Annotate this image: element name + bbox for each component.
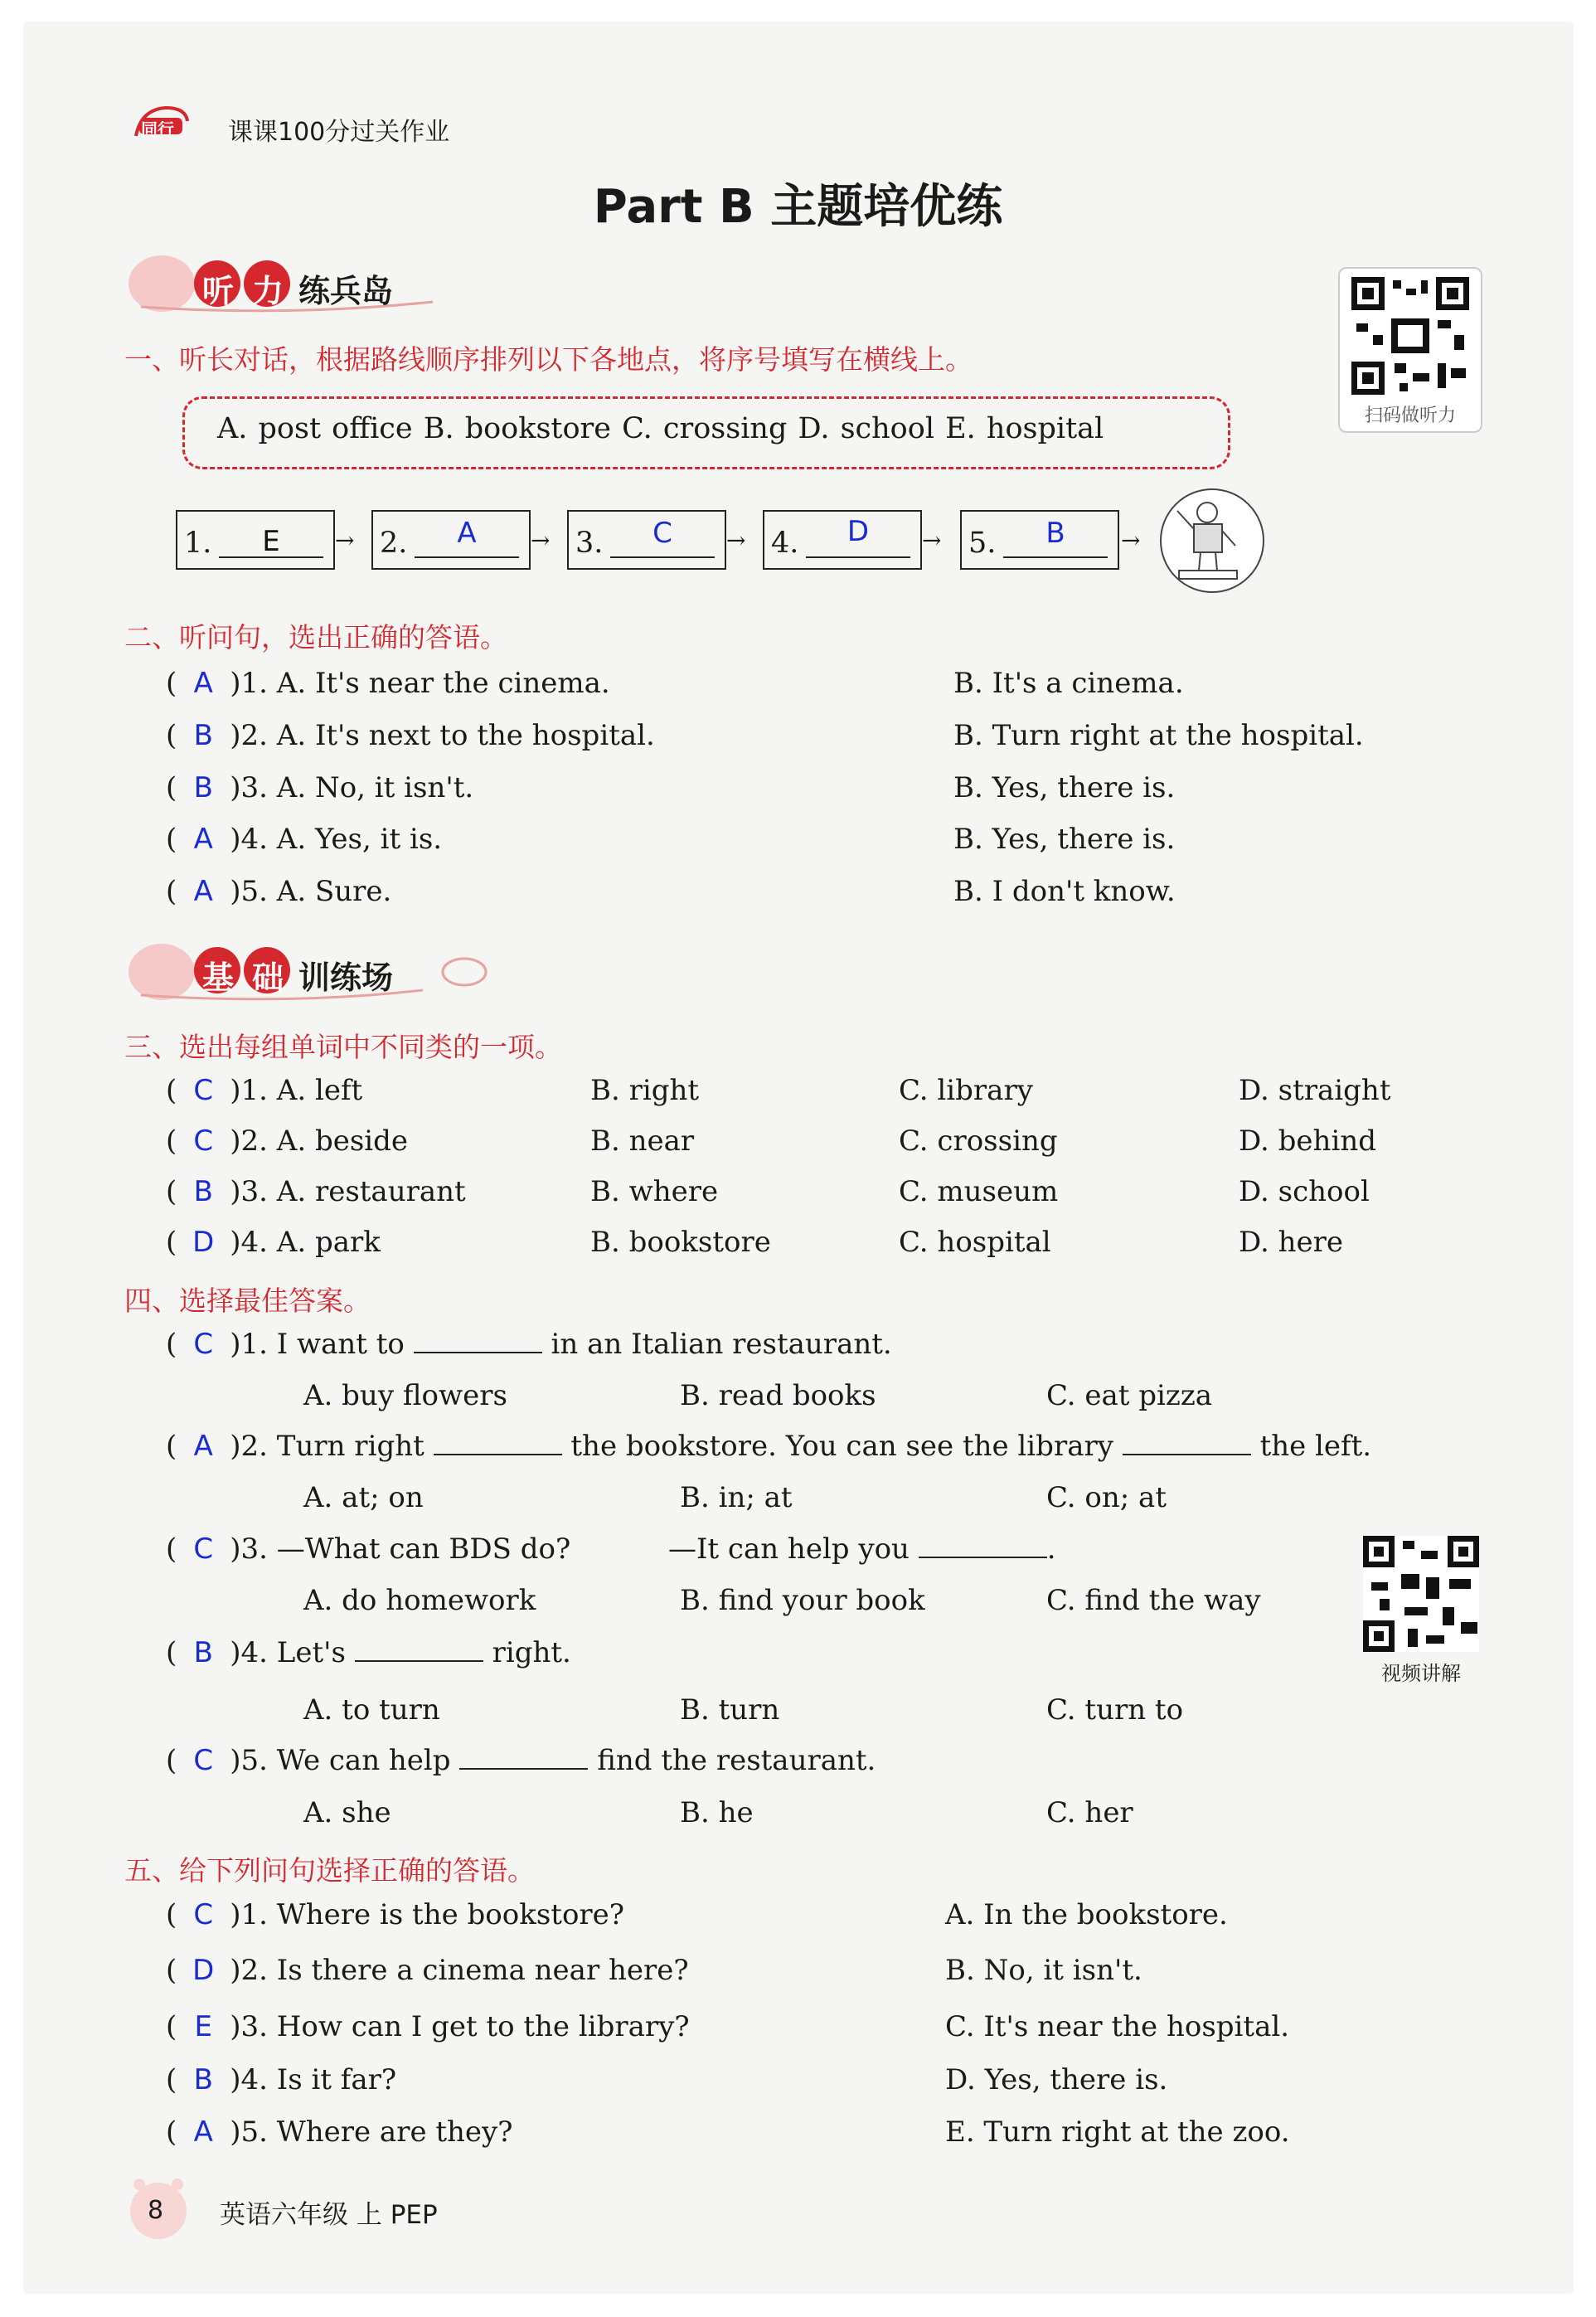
question-part: )3. —What can BDS do? (230, 1533, 571, 1566)
logo-text: 同行 (141, 119, 174, 139)
basic-hl1: 基 (202, 959, 235, 996)
option-a: )3. A. restaurant (230, 1175, 466, 1208)
question-part: the left. (1259, 1430, 1372, 1463)
answer-mark[interactable]: C (193, 1533, 214, 1566)
answer-mark[interactable]: B (193, 2063, 213, 2096)
s2-option-b: B. Yes, there is. (953, 771, 1176, 804)
option-d: D. here (1239, 1226, 1344, 1259)
option-b: B. where (590, 1175, 719, 1208)
s2-item-3: ( B )3. A. No, it isn't. (166, 771, 474, 804)
listening-title: 练兵岛 (298, 273, 394, 309)
arrow-icon: → (531, 527, 551, 554)
listening-hl1: 听 (202, 273, 235, 309)
s2-option-b: B. Turn right at the hospital. (953, 719, 1364, 752)
question-text: )1. A. It's near the cinema. (230, 667, 610, 700)
option-d: D. school (1239, 1175, 1370, 1208)
question-text: )2. Is there a cinema near here? (230, 1954, 689, 1987)
option-a: A. buy flowers (303, 1379, 507, 1412)
option-c: C. museum (899, 1175, 1059, 1208)
answer-mark[interactable]: C (193, 1328, 214, 1361)
seq-answer[interactable]: A (457, 517, 477, 550)
answer-mark[interactable]: A (193, 667, 213, 700)
answer-mark[interactable]: B (193, 1636, 213, 1669)
answer-blank[interactable] (1123, 1453, 1251, 1455)
answer-option: E. Turn right at the zoo. (945, 2115, 1290, 2149)
question-text: )4. A. Yes, it is. (230, 823, 443, 856)
question-part: —It can help you (668, 1533, 910, 1566)
option-c: C. library (899, 1074, 1033, 1107)
answer-blank[interactable] (459, 1767, 588, 1770)
answer-mark[interactable]: C (193, 1074, 214, 1107)
answer-mark[interactable]: A (193, 2115, 213, 2149)
option-b: B. he (680, 1796, 754, 1829)
seq-answer[interactable]: E (262, 525, 280, 558)
seq-answer[interactable]: C (652, 517, 672, 550)
seq-num: 5. (968, 527, 997, 560)
s2-option-b: B. I don't know. (953, 875, 1176, 908)
s2-item-4: ( A )4. A. Yes, it is. (166, 823, 443, 856)
answer-mark[interactable]: B (193, 771, 213, 804)
answer-mark[interactable]: D (192, 1226, 215, 1259)
question-text: )3. How can I get to the library? (230, 2010, 690, 2043)
s4-item-5: ( C )5. We can help find the restaurant. (166, 1744, 876, 1777)
question-text: )4. Is it far? (230, 2063, 397, 2096)
s5-item-3: ( E )3. How can I get to the library? (166, 2010, 690, 2043)
question-part: )5. We can help (230, 1744, 451, 1777)
question-part: find the restaurant. (597, 1744, 876, 1777)
answer-mark[interactable]: C (193, 1898, 214, 1931)
option-c: C. crossing (899, 1124, 1058, 1158)
seq-num: 3. (575, 527, 604, 560)
answer-option: A. In the bookstore. (945, 1898, 1228, 1931)
seq-num: 2. (380, 527, 408, 560)
answer-mark[interactable]: C (193, 1744, 214, 1777)
s2-option-b: B. Yes, there is. (953, 823, 1176, 856)
s5-item-1: ( C )1. Where is the bookstore? (166, 1898, 625, 1931)
series-title: 课课100分过关作业 (228, 118, 450, 147)
sequence-box-5 (960, 510, 1119, 570)
arrow-icon: → (1121, 527, 1141, 554)
answer-blank[interactable] (919, 1556, 1047, 1558)
video-label: 视频讲解 (1381, 1662, 1461, 1685)
s3-item-4: ( D )4. A. park (166, 1226, 381, 1259)
seq-line (219, 556, 323, 558)
option-c: C. hospital (899, 1226, 1051, 1259)
sequence-box-4 (763, 510, 922, 570)
question-part: . (1046, 1533, 1056, 1566)
section1-heading: 一、听长对话，根据路线顺序排列以下各地点，将序号填写在横线上。 (124, 343, 973, 376)
s4-item-4: ( B )4. Let's right. (166, 1636, 571, 1669)
sequence-box-1 (176, 510, 335, 570)
answer-mark[interactable]: A (193, 875, 213, 908)
option-b: B. right (590, 1074, 700, 1107)
seq-num: 1. (184, 527, 212, 560)
question-text: )5. A. Sure. (230, 875, 392, 908)
qr-code-icon (1351, 277, 1469, 395)
answer-blank[interactable] (414, 1351, 542, 1353)
answer-mark[interactable]: C (193, 1124, 214, 1158)
answer-mark[interactable]: D (192, 1954, 215, 1987)
s4-item-1: ( C )1. I want to in an Italian restaurant. (166, 1328, 892, 1361)
page-number: 8 (148, 2196, 164, 2225)
section3-heading: 三、选出每组单词中不同类的一项。 (124, 1031, 562, 1063)
question-part: right. (492, 1636, 571, 1669)
option-a: )2. A. beside (230, 1124, 409, 1158)
option-c: C. on; at (1046, 1481, 1167, 1514)
option-a: A. she (303, 1796, 391, 1829)
sequence-box-3 (567, 510, 726, 570)
s4-item-3: ( C )3. —What can BDS do? (166, 1533, 571, 1566)
option-b: B. bookstore (590, 1226, 771, 1259)
answer-mark[interactable]: E (194, 2010, 212, 2043)
s2-item-2: ( B )2. A. It's next to the hospital. (166, 719, 655, 752)
question-part: in an Italian restaurant. (551, 1328, 892, 1361)
brand-logo (133, 103, 191, 144)
answer-blank[interactable] (355, 1659, 483, 1662)
sequence-box-2 (371, 510, 531, 570)
footer-text: 英语六年级 上 PEP (220, 2200, 438, 2230)
question-part: )1. I want to (230, 1328, 405, 1361)
option-a: A. at; on (303, 1481, 424, 1514)
answer-blank[interactable] (434, 1453, 562, 1455)
basic-banner (124, 937, 489, 1003)
option-a: A. to turn (303, 1693, 440, 1727)
s2-option-b: B. It's a cinema. (953, 667, 1184, 700)
s3-item-2: ( C )2. A. beside (166, 1124, 409, 1158)
question-text: )3. A. No, it isn't. (230, 771, 474, 804)
section5-heading: 五、给下列问句选择正确的答语。 (124, 1854, 535, 1887)
question-text: )5. Where are they? (230, 2115, 513, 2149)
answer-mark[interactable]: B (193, 719, 213, 752)
answer-option: B. No, it isn't. (945, 1954, 1142, 1987)
option-b: B. in; at (680, 1481, 793, 1514)
basic-hl2: 础 (252, 959, 284, 996)
option-a: )4. A. park (230, 1226, 381, 1259)
robot-icon (1154, 488, 1270, 599)
section2-heading: 二、听问句，选出正确的答语。 (124, 621, 507, 653)
question-part: )4. Let's (230, 1636, 346, 1669)
listening-banner (124, 249, 439, 315)
seq-line (415, 556, 519, 558)
option-b: B. find your book (680, 1584, 925, 1617)
s3-item-1: ( C )1. A. left (166, 1074, 363, 1107)
s4-item-2: ( A )2. Turn right the bookstore. You can see the library the left. (166, 1430, 1372, 1463)
option-d: D. straight (1239, 1074, 1391, 1107)
question-part: the bookstore. You can see the library (570, 1430, 1113, 1463)
arrow-icon: → (335, 527, 355, 554)
seq-answer[interactable]: D (847, 515, 870, 548)
option-c: C. turn to (1046, 1693, 1184, 1727)
basic-title: 训练场 (298, 959, 394, 996)
s5-item-5: ( A )5. Where are they? (166, 2115, 513, 2149)
question-text: )2. A. It's next to the hospital. (230, 719, 655, 752)
seq-line (806, 556, 910, 558)
arrow-icon: → (922, 527, 942, 554)
s2-item-1: ( A )1. A. It's near the cinema. (166, 667, 610, 700)
s5-item-4: ( B )4. Is it far? (166, 2063, 397, 2096)
qr-code-icon (1363, 1536, 1479, 1652)
page-title: Part B 主题培优练 (593, 180, 1003, 234)
s2-item-5: ( A )5. A. Sure. (166, 875, 392, 908)
option-a: )1. A. left (230, 1074, 363, 1107)
option-b: B. near (590, 1124, 695, 1158)
question-part: )2. Turn right (230, 1430, 424, 1463)
s5-item-2: ( D )2. Is there a cinema near here? (166, 1954, 689, 1987)
question-text: )1. Where is the bookstore? (230, 1898, 625, 1931)
listening-qr[interactable] (1338, 267, 1482, 433)
seq-num: 4. (771, 527, 799, 560)
video-qr[interactable] (1363, 1536, 1479, 1652)
s3-item-3: ( B )3. A. restaurant (166, 1175, 466, 1208)
option-d: D. behind (1239, 1124, 1376, 1158)
option-b: B. read books (680, 1379, 876, 1412)
listening-hl2: 力 (252, 273, 284, 309)
option-a: A. do homework (303, 1584, 536, 1617)
answer-option: C. It's near the hospital. (945, 2010, 1290, 2043)
answer-mark[interactable]: A (193, 1430, 213, 1463)
choices-text: A. post office B. bookstore C. crossing D. school E. hospital (217, 412, 1104, 445)
seq-line (610, 556, 715, 558)
answer-mark[interactable]: B (193, 1175, 213, 1208)
option-c: C. find the way (1046, 1584, 1261, 1617)
option-c: C. her (1046, 1796, 1133, 1829)
answer-option: D. Yes, there is. (945, 2063, 1168, 2096)
seq-answer[interactable]: B (1045, 517, 1065, 550)
arrow-icon: → (726, 527, 746, 554)
s4-item-3-reply (668, 1533, 1056, 1566)
option-b: B. turn (680, 1693, 780, 1727)
option-c: C. eat pizza (1046, 1379, 1213, 1412)
section4-heading: 四、选择最佳答案。 (124, 1285, 371, 1317)
answer-mark[interactable]: A (193, 823, 213, 856)
seq-line (1003, 556, 1108, 558)
qr-scan-label: 扫码做听力 (1364, 406, 1456, 426)
